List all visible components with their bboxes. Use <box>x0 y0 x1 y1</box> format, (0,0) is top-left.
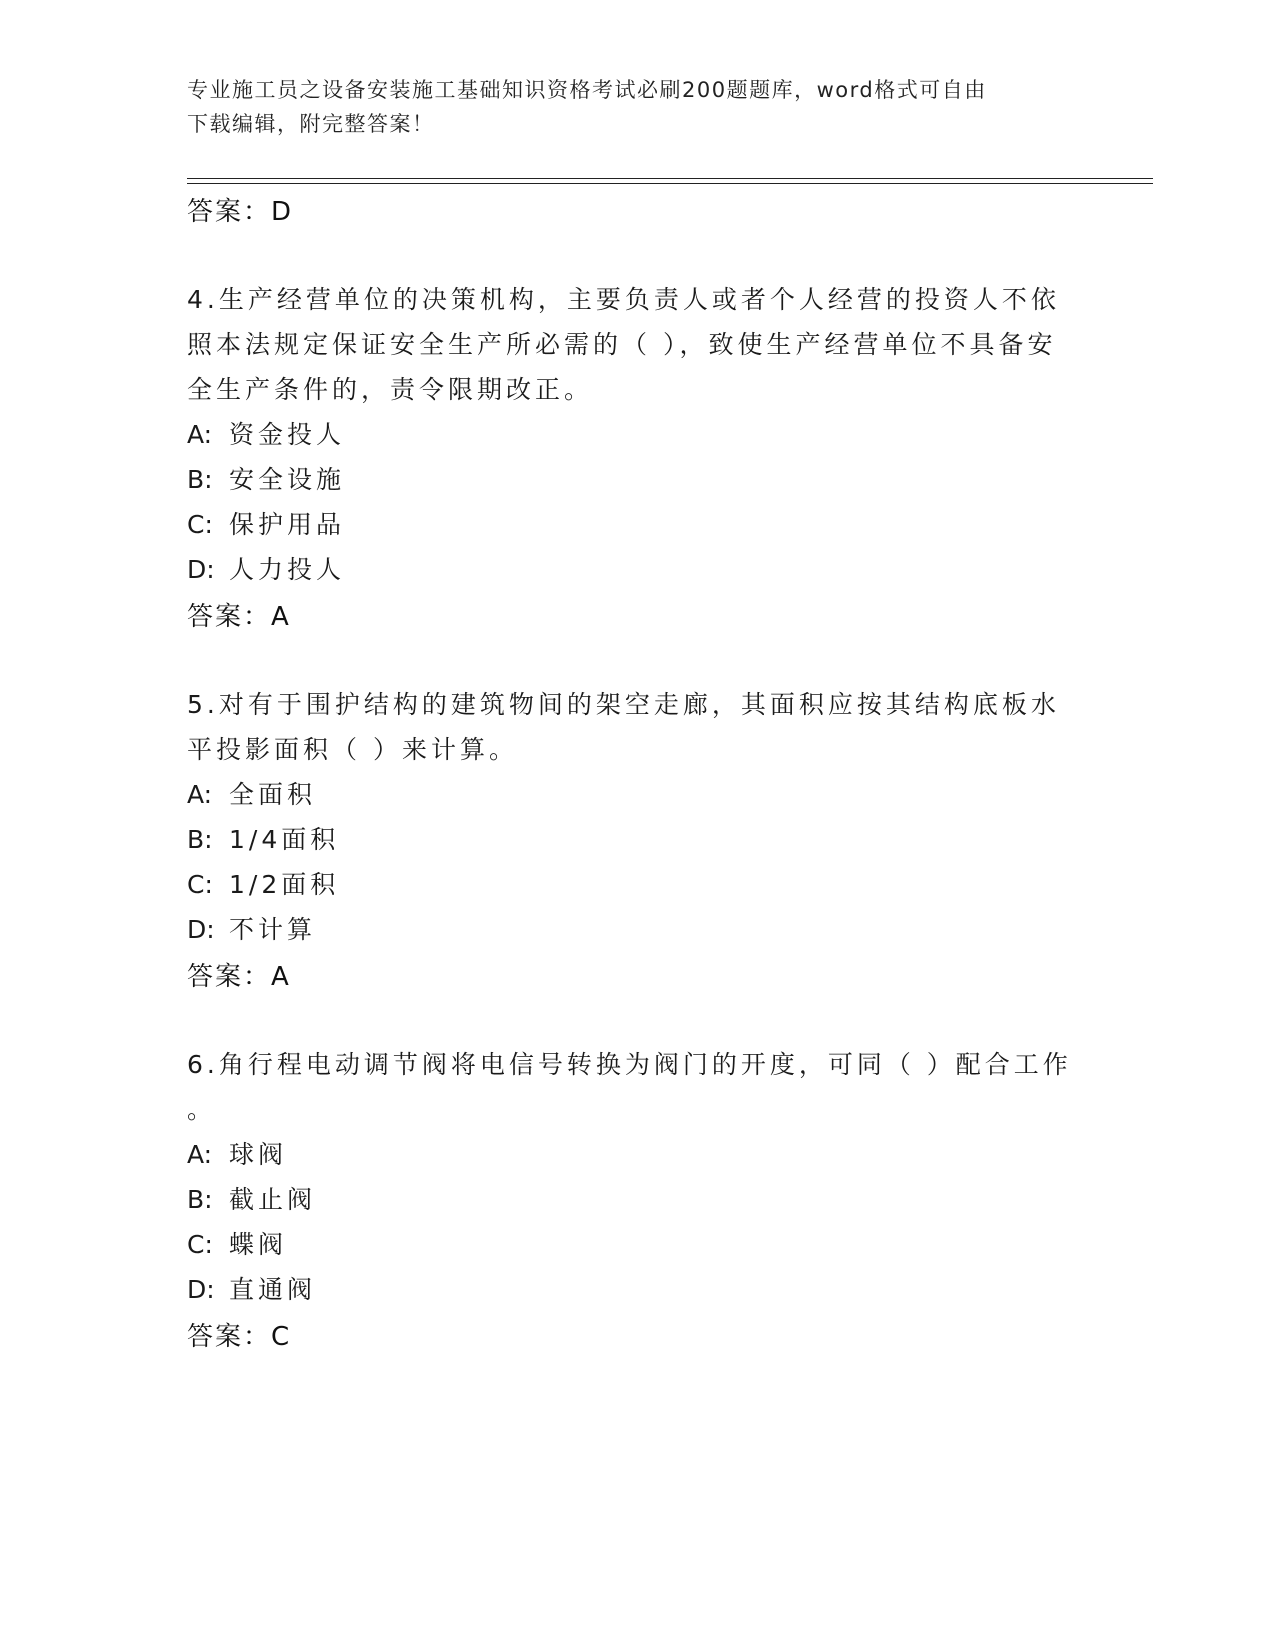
header-rule-top <box>187 178 1153 179</box>
header-rule-bottom <box>187 183 1153 184</box>
question-4-answer: 答案：A <box>187 602 291 632</box>
question-5-option-a <box>187 775 316 811</box>
option-key: D: <box>187 915 215 944</box>
question-4-option-b <box>187 460 345 496</box>
question-4-option-c <box>187 505 345 541</box>
option-text: 球阀 <box>229 1140 288 1169</box>
header-line-1: 专业施工员之设备安装施工基础知识资格考试必刷200题题库，word格式可自由 <box>187 78 987 102</box>
question-6-answer: 答案：C <box>187 1322 292 1352</box>
question-5-line-1: 5.对有于围护结构的建筑物间的架空走廊，其面积应按其结构底板水 <box>187 690 1060 719</box>
option-text: 安全设施 <box>229 465 346 494</box>
question-6-option-c <box>187 1225 287 1261</box>
question-6-option-b <box>187 1180 316 1216</box>
question-4-option-a <box>187 415 345 451</box>
option-key: A: <box>187 420 213 449</box>
option-key: B: <box>187 465 213 494</box>
option-text: 资金投人 <box>229 420 346 449</box>
option-key: C: <box>187 510 213 539</box>
question-5-option-b <box>187 820 339 856</box>
question-6-line-1: 6.角行程电动调节阀将电信号转换为阀门的开度，可同（ ）配合工作 <box>187 1050 1072 1079</box>
question-6-option-a <box>187 1135 287 1171</box>
question-5-option-d <box>187 910 316 946</box>
previous-answer: 答案：D <box>187 197 294 227</box>
option-text: 截止阀 <box>229 1185 317 1214</box>
option-key: C: <box>187 870 213 899</box>
question-4-line-3: 全生产条件的，责令限期改正。 <box>187 375 594 404</box>
option-key: A: <box>187 1140 213 1169</box>
question-6-option-d <box>187 1270 316 1306</box>
option-text: 1/2面积 <box>229 870 340 899</box>
option-key: D: <box>187 555 215 584</box>
question-4-option-d <box>187 550 345 586</box>
option-key: C: <box>187 1230 213 1259</box>
option-key: A: <box>187 780 213 809</box>
option-text: 直通阀 <box>229 1275 317 1304</box>
question-5-option-c <box>187 865 339 901</box>
option-text: 蝶阀 <box>229 1230 288 1259</box>
option-key: D: <box>187 1275 215 1304</box>
option-key: B: <box>187 1185 213 1214</box>
option-key: B: <box>187 825 213 854</box>
option-text: 人力投人 <box>229 555 346 584</box>
question-6-line-2: 。 <box>187 1095 217 1124</box>
question-4-line-2: 照本法规定保证安全生产所必需的（ ），致使生产经营单位不具备安 <box>187 330 1057 359</box>
question-5-answer: 答案：A <box>187 962 291 992</box>
header-line-2: 下载编辑，附完整答案！ <box>187 112 435 136</box>
question-5-line-2: 平投影面积（ ）来计算。 <box>187 735 518 764</box>
question-4-line-1: 4.生产经营单位的决策机构，主要负责人或者个人经营的投资人不依 <box>187 285 1060 314</box>
page-header <box>187 73 1087 141</box>
option-text: 不计算 <box>229 915 317 944</box>
option-text: 1/4面积 <box>229 825 340 854</box>
option-text: 全面积 <box>229 780 317 809</box>
option-text: 保护用品 <box>229 510 346 539</box>
